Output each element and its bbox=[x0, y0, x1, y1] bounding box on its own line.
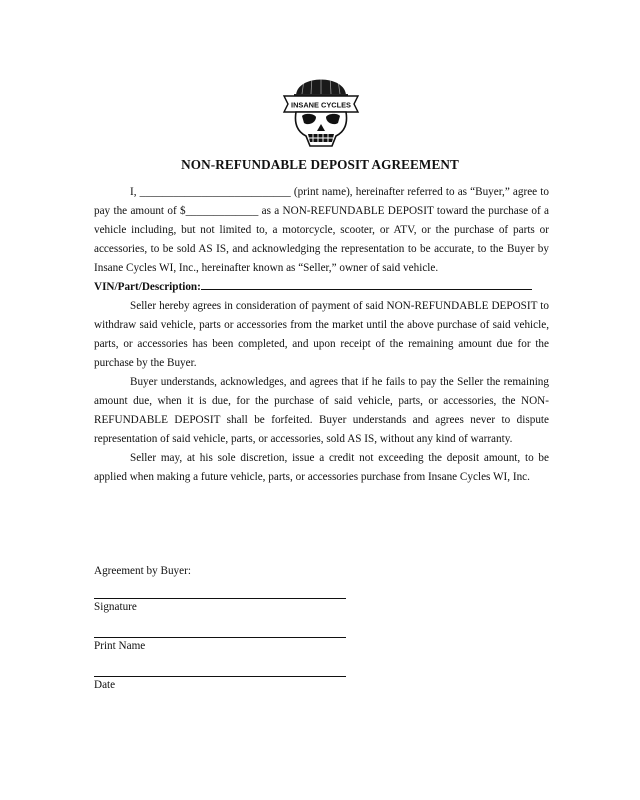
document-title: NON-REFUNDABLE DEPOSIT AGREEMENT bbox=[181, 157, 459, 172]
skull-logo-icon bbox=[278, 66, 364, 148]
print-name-label: Print Name bbox=[94, 640, 146, 652]
print-name-field[interactable] bbox=[94, 637, 346, 638]
date-label: Date bbox=[94, 679, 116, 691]
vin-label: VIN/Part/Description: bbox=[94, 281, 201, 293]
logo-banner-text: INSANE CYCLES bbox=[291, 100, 351, 110]
paragraph-seller-credit: Seller may, at his sole discretion, issue a credit not exceeding the deposit amount, to be applied when making a future vehicle, parts, or accessories purchase from Insane Cycles WI, Inc. bbox=[94, 452, 549, 483]
vin-row bbox=[94, 278, 549, 297]
signature-field[interactable] bbox=[94, 598, 346, 599]
date-field[interactable] bbox=[94, 676, 346, 677]
paragraph-buyer-deposit: I, ___________________________ (print name), hereinafter referred to as “Buyer,” agree to pay the amount of $_____________ as a NON-REFUNDABLE DEPOSIT toward the purchase of a vehicle including, but not limited to, a motorcycle, scooter, or ATV, or the purchase of parts or accessories, to be sold AS IS, and acknowledging the representation to be accurate, to the Buyer by Insane Cycles WI, Inc., hereinafter known as “Seller,” owner of said vehicle. bbox=[94, 186, 549, 274]
agreement-by-buyer-heading: Agreement by Buyer: bbox=[94, 565, 191, 577]
agreement-body bbox=[94, 183, 549, 487]
paragraph-seller-agreement: Seller hereby agrees in consideration of payment of said NON-REFUNDABLE DEPOSIT to withdraw said vehicle, parts or accessories from the market until the above purchase of said vehicle, parts, or accessories has been completed, and upon receipt of the remaining amount due for the purchase by the Buyer. bbox=[94, 300, 549, 369]
paragraph-buyer-forfeit: Buyer understands, acknowledges, and agrees that if he fails to pay the Seller the remaining amount due, when it is due, for the purchase of said vehicle, parts, or accessories, the NON-REFUNDABLE DEPOSIT shall be forfeited. Buyer understands and agrees never to dispute representation of said vehicle, parts, or accessories, sold AS IS, without any kind of warranty. bbox=[94, 376, 549, 445]
vin-field[interactable] bbox=[201, 278, 532, 290]
signature-label: Signature bbox=[94, 601, 137, 613]
